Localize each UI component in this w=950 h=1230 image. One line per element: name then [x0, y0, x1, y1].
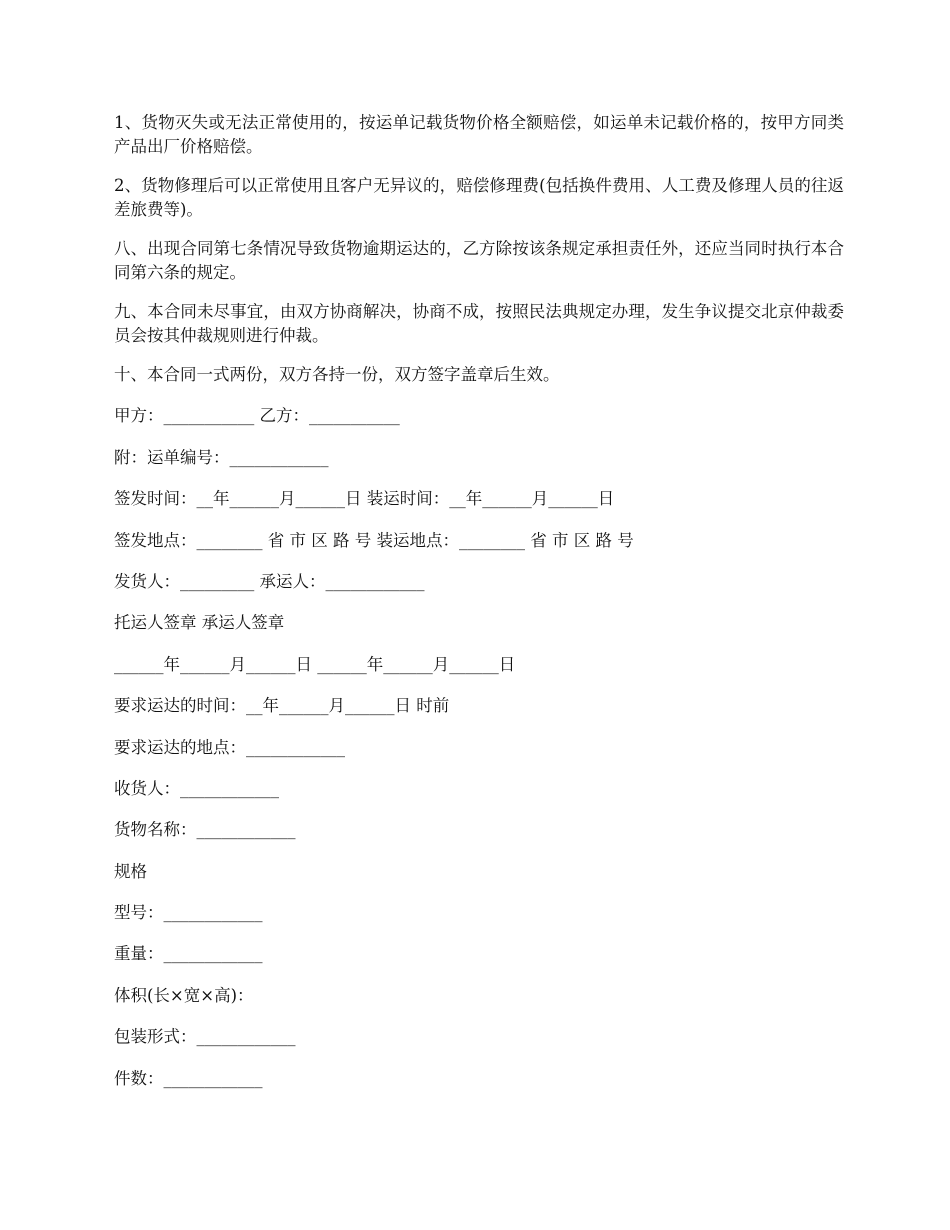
weight-line: 重量：____________ [114, 944, 263, 964]
issue-shipping-place-line: 签发地点：________ 省 市 区 路 号 装运地点：________ 省 市 区 路 号 [114, 530, 634, 550]
seal-dates-line: ______年______月______日 ______年______月______日 [114, 654, 516, 674]
packaging-line: 包装形式：____________ [114, 1027, 296, 1047]
waybill-number-line: 附：运单编号：____________ [114, 447, 329, 467]
party-signature-line: 甲方：___________ 乙方：___________ [114, 406, 400, 426]
document-body [114, 111, 844, 1108]
issue-shipping-time-line: 签发时间：__年______月______日 装运时间：__年______月______日 [114, 489, 615, 509]
consignee-line: 收货人：____________ [114, 778, 279, 798]
piece-count-line: 件数：____________ [114, 1068, 263, 1088]
clause-compensation-repair: 2、货物修理后可以正常使用且客户无异议的，赔偿修理费(包括换件费用、人工费及修理人员的往返差旅费等)。 [114, 176, 844, 219]
goods-name-line: 货物名称：____________ [114, 820, 296, 840]
clause-nine: 九、本合同未尽事宜，由双方协商解决，协商不成，按照民法典规定办理，发生争议提交北京仲裁委员会按其仲裁规则进行仲裁。 [114, 302, 844, 345]
volume-line: 体积(长×宽×高)： [114, 985, 254, 1005]
clause-eight: 八、出现合同第七条情况导致货物逾期运达的，乙方除按该条规定承担责任外，还应当同时执行本合同第六条的规定。 [114, 239, 844, 282]
seal-labels-line: 托运人签章 承运人签章 [114, 613, 285, 633]
clause-ten: 十、本合同一式两份，双方各持一份，双方签字盖章后生效。 [114, 365, 560, 384]
clause-compensation-loss: 1、货物灭失或无法正常使用的，按运单记载货物价格全额赔偿，如运单未记载价格的，按甲方同类产品出厂价格赔偿。 [114, 113, 844, 156]
specification-line: 规格 [114, 861, 147, 881]
shipper-carrier-line: 发货人：_________ 承运人：____________ [114, 571, 425, 591]
required-delivery-time-line: 要求运达的时间：__年______月______日 时前 [114, 696, 450, 716]
required-delivery-place-line: 要求运达的地点：____________ [114, 737, 345, 757]
model-line: 型号：____________ [114, 903, 263, 923]
